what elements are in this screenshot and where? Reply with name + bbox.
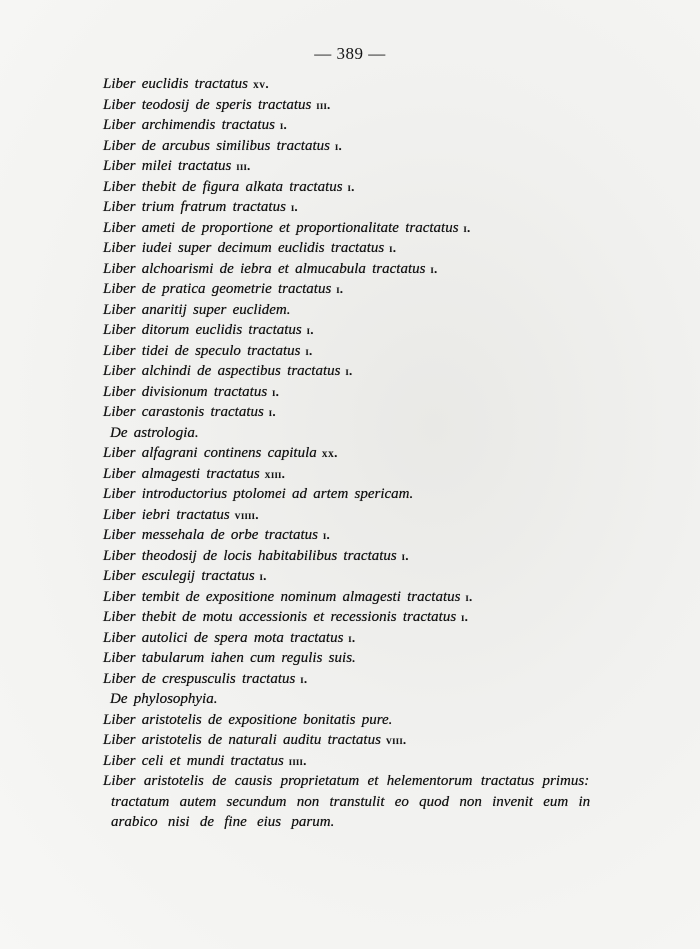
catalog-list (103, 74, 603, 833)
catalog-entry (103, 505, 603, 526)
catalog-entry (103, 648, 603, 669)
catalog-entry (103, 279, 603, 300)
catalog-entry (103, 730, 603, 751)
treatise-count: i. (305, 343, 313, 358)
treatise-count: viii. (385, 733, 407, 747)
treatise-count: i. (279, 118, 288, 132)
treatise-count: xiii. (264, 466, 286, 481)
catalog-entry (103, 341, 603, 362)
entry-text: Liber de arcubus similibus tractatus (103, 137, 330, 154)
entry-text: Liber alfagrani continens capitula (103, 445, 317, 461)
catalog-entry (103, 771, 603, 792)
entry-text: Liber de crespusculis tractatus (103, 670, 296, 687)
treatise-count: i. (348, 630, 356, 645)
treatise-count: i. (306, 323, 314, 337)
entry-text: Liber almagesti tractatus (103, 465, 260, 482)
entry-text: Liber alchoarismi de iebra et almucabula tractatus (103, 260, 426, 277)
entry-text: Liber messehala de orbe tractatus (103, 527, 318, 543)
treatise-count: i. (268, 405, 276, 419)
entry-text: Liber aristotelis de causis proprietatum et helementorum tractatus primus: (103, 773, 590, 789)
treatise-count: xv. (253, 77, 270, 91)
entry-text: Liber autolici de spera mota tractatus (103, 629, 344, 646)
treatise-count: viiii. (234, 507, 259, 522)
entry-text: Liber archimendis tractatus (103, 117, 275, 133)
entry-text: Liber iudei super decimum euclidis tractatus (103, 240, 385, 256)
catalog-entry (103, 95, 603, 116)
catalog-entry (103, 710, 603, 731)
entry-text: Liber tidei de speculo tractatus (103, 342, 301, 359)
treatise-count: iii. (236, 159, 251, 173)
treatise-count: i. (347, 179, 355, 194)
treatise-count: i. (259, 569, 267, 583)
entry-text: Liber introductorius ptolomei ad artem spericam. (103, 486, 414, 502)
catalog-entry (103, 238, 603, 259)
treatise-count: i. (461, 610, 469, 624)
entry-text: Liber tembit de expositione nominum almagesti tractatus (103, 588, 461, 605)
treatise-count: i. (322, 528, 331, 542)
entry-text: Liber thebit de figura alkata tractatus (103, 178, 343, 195)
catalog-entry (103, 546, 603, 567)
entry-text: Liber teodosij de speris tractatus (103, 96, 312, 113)
treatise-count: i. (300, 671, 308, 686)
treatise-count: i. (463, 220, 471, 235)
entry-text: Liber theodosij de locis habitabilibus tractatus (103, 547, 397, 564)
entry-text: Liber aristotelis de expositione bonitatis pure. (103, 711, 393, 728)
entry-text: Liber celi et mundi tractatus (103, 752, 284, 769)
section-heading (103, 689, 603, 710)
entry-text: Liber thebit de motu accessionis et recessionis tractatus (103, 609, 457, 625)
treatise-count: i. (336, 282, 344, 296)
catalog-entry (103, 177, 603, 198)
catalog-entry (103, 74, 603, 95)
entry-text: Liber divisionum tractatus (103, 383, 268, 400)
entry-text: Liber ameti de proportione et proportionalitate tractatus (103, 219, 459, 236)
catalog-entry (103, 525, 603, 546)
treatise-count: i. (290, 200, 299, 214)
treatise-count: i. (465, 589, 473, 604)
entry-text: Liber de pratica geometrie tractatus (103, 281, 332, 297)
entry-text: Liber iebri tractatus (103, 506, 230, 523)
section-heading (103, 423, 603, 444)
treatise-count: xx. (321, 446, 338, 460)
entry-text: tractatum autem secundum non transtulit eo quod non invenit eum in (111, 793, 591, 810)
catalog-entry (103, 443, 603, 464)
catalog-entry (103, 587, 603, 608)
entry-text: Liber trium fratrum tractatus (103, 199, 286, 215)
entry-text: Liber carastonis tractatus (103, 404, 264, 420)
catalog-entry (103, 115, 603, 136)
catalog-entry (103, 382, 603, 403)
entry-text: arabico nisi de fine eius parum. (111, 814, 335, 830)
catalog-entry (103, 607, 603, 628)
entry-text: Liber ditorum euclidis tractatus (103, 322, 302, 338)
entry-text: De phylosophyia. (110, 691, 218, 707)
catalog-entry (103, 751, 603, 772)
treatise-count: i. (389, 241, 397, 255)
treatise-count: i. (334, 138, 343, 153)
catalog-entry (103, 464, 603, 485)
page-number: — 389 — (314, 44, 386, 63)
catalog-entry (103, 320, 603, 341)
catalog-entry (103, 628, 603, 649)
catalog-entry (103, 484, 603, 505)
catalog-entry (103, 300, 603, 321)
catalog-entry (103, 812, 603, 833)
entry-text: Liber euclidis tractatus (103, 76, 248, 92)
treatise-count: i. (272, 384, 280, 399)
catalog-entry (103, 669, 603, 690)
catalog-entry (103, 197, 603, 218)
catalog-entry (103, 156, 603, 177)
entry-text: Liber milei tractatus (103, 158, 232, 174)
entry-text: Liber aristotelis de naturali auditu tractatus (103, 732, 381, 748)
entry-text: Liber anaritij super euclidem. (103, 301, 291, 318)
catalog-entry (103, 566, 603, 587)
catalog-entry (103, 259, 603, 280)
catalog-entry (103, 361, 603, 382)
treatise-count: i. (430, 261, 438, 276)
entry-text: Liber tabularum iahen cum regulis suis. (103, 650, 356, 666)
treatise-count: iiii. (288, 753, 307, 768)
entry-text: Liber alchindi de aspectibus tractatus (103, 363, 341, 379)
catalog-entry (103, 218, 603, 239)
entry-text: De astrologia. (110, 424, 199, 441)
entry-text: Liber esculegij tractatus (103, 568, 255, 584)
treatise-count: i. (401, 548, 409, 563)
catalog-entry (103, 402, 603, 423)
catalog-entry (103, 136, 603, 157)
treatise-count: i. (345, 364, 353, 378)
catalog-entry (103, 792, 603, 813)
treatise-count: iii. (316, 97, 331, 112)
